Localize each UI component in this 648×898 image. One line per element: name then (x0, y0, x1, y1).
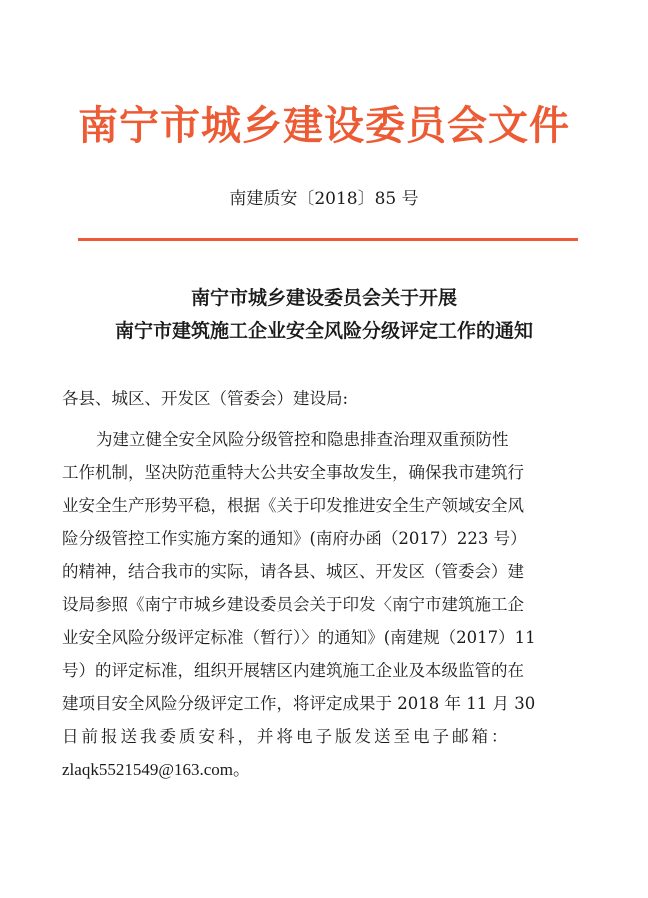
body-line: 业安全生产形势平稳，根据《关于印发推进安全生产领域安全风 (62, 496, 524, 515)
email-address: zlaqk5521549@163.com。 (62, 760, 250, 779)
notice-title-line-1: 南宁市城乡建设委员会关于开展 (190, 287, 457, 309)
body-line: 为建立健全安全风险分级管控和隐患排查治理双重预防性 (96, 430, 509, 449)
document-number: 南建质安〔2018〕85 号 (229, 189, 419, 209)
body-line: 设局参照《南宁市城乡建设委员会关于印发〈南宁市建筑施工企 (62, 595, 524, 614)
body-line: 业安全风险分级评定标准（暂行）〉的通知》(南建规（2017）11 (62, 628, 536, 647)
notice-title-line-2: 南宁市建筑施工企业安全风险分级评定工作的通知 (114, 320, 533, 342)
body-line: 工作机制，坚决防范重特大公共安全事故发生，确保我市建筑行 (62, 463, 524, 482)
body-line: 险分级管控工作实施方案的通知》(南府办函（2017）223 号） (62, 529, 527, 548)
issuing-organization-header: 南宁市城乡建设委员会文件 (78, 103, 570, 149)
body-line: 建项目安全风险分级评定工作，将评定成果于 2018 年 11 月 30 (62, 694, 536, 713)
salutation: 各县、城区、开发区（管委会）建设局: (62, 389, 349, 408)
body-line: 号）的评定标准，组织开展辖区内建筑施工企业及本级监管的在 (62, 661, 524, 680)
body-line: 日前报送我委质安科，并将电子版发送至电子邮箱： (62, 727, 511, 746)
body-line: 的精神，结合我市的实际，请各县、城区、开发区（管委会）建 (62, 562, 524, 581)
red-divider-line (78, 238, 578, 241)
